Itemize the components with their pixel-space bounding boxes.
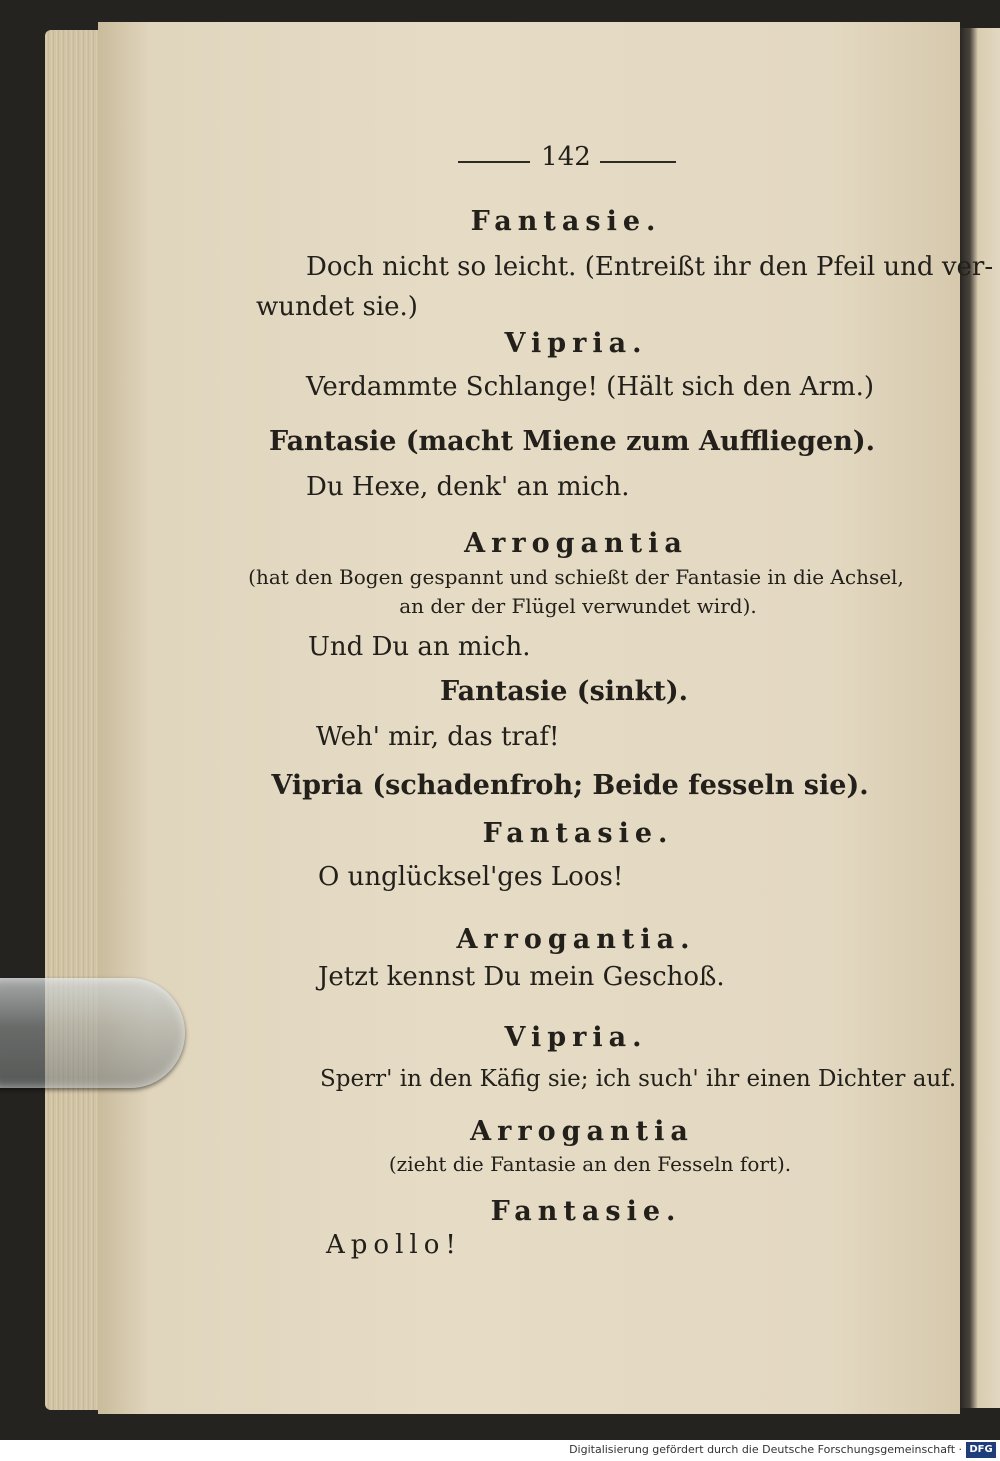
speaker-vipria: Vipria (schadenfroh; Beide fesseln sie).: [271, 770, 869, 801]
stage-direction: an der der Flügel verwundet wird).: [399, 594, 757, 618]
speaker-arrogantia: Arrogantia: [470, 1116, 694, 1147]
footer-credit: Digitalisierung gefördert durch die Deutsche Forschungsgemeinschaft ·: [569, 1443, 962, 1456]
dialogue-line: Verdammte Schlange! (Hält sich den Arm.): [306, 372, 875, 402]
dialogue-line: Doch nicht so leicht. (Entreißt ihr den Pfeil und ver-: [306, 252, 994, 282]
stage-direction: (zieht die Fantasie an den Fesseln fort).: [388, 1152, 792, 1176]
dialogue-line: Weh' mir, das traf!: [316, 722, 560, 752]
dfg-logo-icon: DFG: [966, 1442, 996, 1458]
page-edges: [45, 30, 105, 1410]
speaker-vipria: Vipria.: [504, 328, 648, 359]
dialogue-line: Apollo!: [326, 1230, 462, 1260]
speaker-fantasie: Fantasie (macht Miene zum Auffliegen).: [268, 426, 876, 457]
footer-bar: [0, 1440, 1000, 1461]
dialogue-line: Du Hexe, denk' an mich.: [306, 472, 630, 502]
header-rule-right: [600, 161, 676, 163]
speaker-vipria: Vipria.: [504, 1022, 648, 1053]
dialogue-line: Sperr' in den Käfig sie; ich such' ihr einen Dichter auf.: [320, 1066, 957, 1092]
speaker-arrogantia: Arrogantia: [464, 528, 688, 559]
page-number: 142: [541, 142, 591, 172]
stage-direction: (hat den Bogen gespannt und schießt der Fantasie in die Achsel,: [248, 565, 904, 589]
dialogue-line: Und Du an mich.: [308, 632, 531, 662]
header-rule-left: [458, 161, 530, 163]
speaker-fantasie: Fantasie.: [482, 818, 674, 849]
speaker-arrogantia: Arrogantia.: [456, 924, 696, 955]
facing-page-edge: [960, 28, 1000, 1408]
speaker-fantasie: Fantasie.: [490, 1196, 682, 1227]
glass-page-weight: [0, 978, 185, 1088]
dialogue-line: Jetzt kennst Du mein Geschoß.: [318, 962, 725, 992]
dialogue-line: O unglücksel'ges Loos!: [318, 862, 624, 892]
dialogue-line: wundet sie.): [256, 292, 418, 322]
speaker-fantasie: Fantasie (sinkt).: [439, 676, 689, 707]
speaker-fantasie: Fantasie.: [470, 206, 662, 237]
